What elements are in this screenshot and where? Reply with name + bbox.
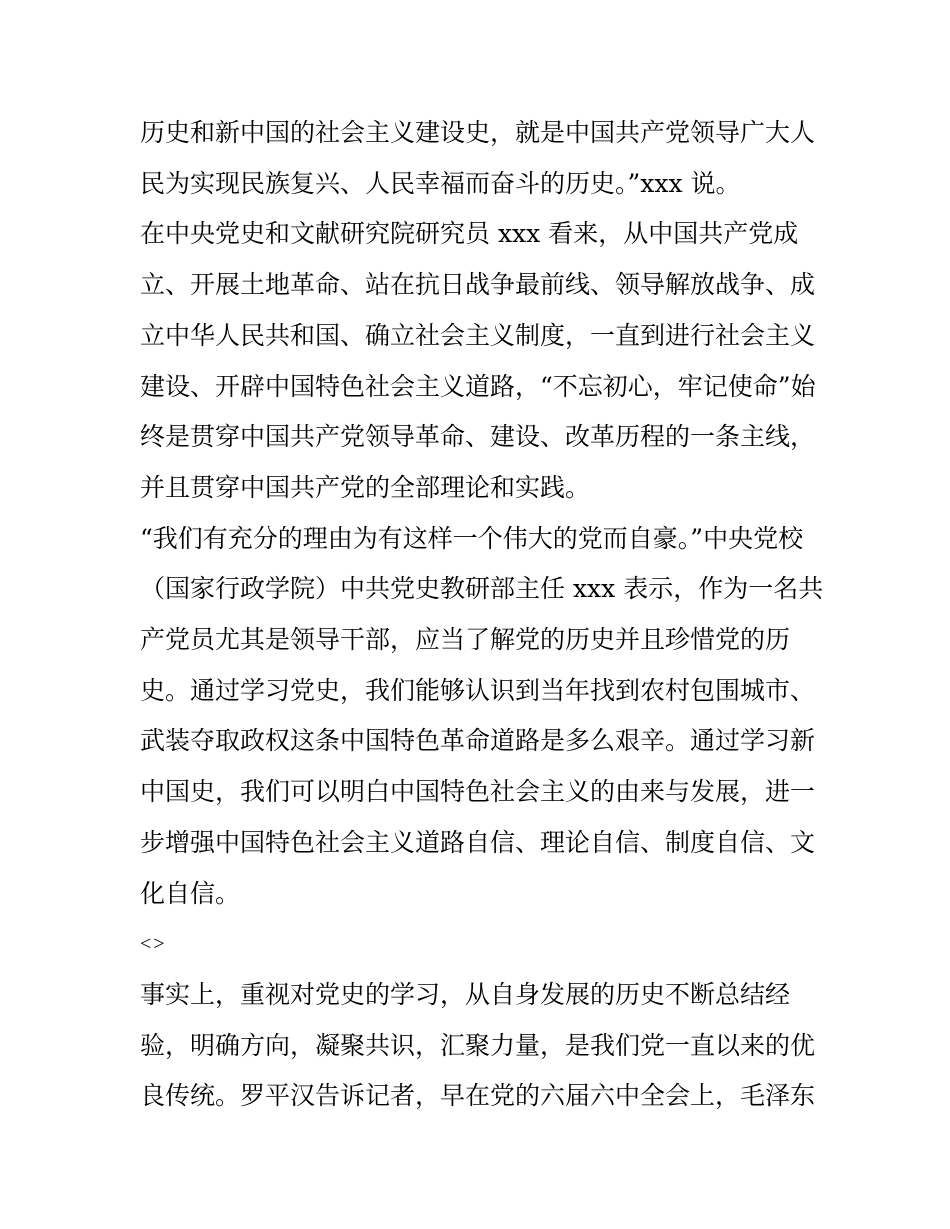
text-line: 产党员尤其是领导干部，应当了解党的历史并且珍惜党的历 — [140, 625, 791, 655]
angle-bracket-marker: <> — [140, 933, 167, 956]
paragraph-marker — [140, 919, 830, 970]
paragraph-4 — [140, 970, 830, 1122]
text-line: 建设、开辟中国特色社会主义道路，“不忘初心，牢记使命”始 — [140, 371, 816, 401]
text-line: 立、开展土地革命、站在抗日战争最前线、领导解放战争、成 — [140, 270, 816, 300]
text-line: 终是贯穿中国共产党领导革命、建设、改革历程的一条主线， — [140, 422, 816, 452]
paragraph-2 — [140, 209, 830, 513]
text-line: 中国史，我们可以明白中国特色社会主义的由来与发展，进一 — [140, 777, 816, 807]
text-line: 事实上，重视对党史的学习，从自身发展的历史不断总结经 — [140, 979, 791, 1009]
text-line: 历史和新中国的社会主义建设史，就是中国共产党领导广大人 — [140, 118, 816, 147]
text-line: 史。通过学习党史，我们能够认识到当年找到农村包围城市、 — [140, 675, 816, 705]
text-line: 良传统。罗平汉告诉记者，早在党的六届六中全会上，毛泽东 — [140, 1081, 816, 1111]
text-line: 步增强中国特色社会主义道路自信、理论自信、制度自信、文 — [140, 827, 816, 857]
text-line: 立中华人民共和国、确立社会主义制度，一直到进行社会主义 — [140, 320, 816, 350]
text-line: 并且贯穿中国共产党的全部理论和实践。 — [140, 472, 591, 502]
text-line: 民为实现民族复兴、人民幸福而奋斗的历史。”xxx 说。 — [140, 168, 741, 198]
text-line: （国家行政学院）中共党史教研部主任 xxx 表示，作为一名共 — [140, 574, 824, 604]
document-body — [140, 108, 830, 1122]
text-line: 武装夺取政权这条中国特色革命道路是多么艰辛。通过学习新 — [140, 726, 816, 756]
text-line: 化自信。 — [140, 878, 241, 908]
text-line: 在中央党史和文献研究院研究员 xxx 看来，从中国共产党成 — [140, 219, 799, 249]
paragraph-3 — [140, 514, 830, 920]
text-line: 验，明确方向，凝聚共识，汇聚力量，是我们党一直以来的优 — [140, 1030, 816, 1060]
paragraph-1 — [140, 108, 830, 209]
text-line: “我们有充分的理由为有这样一个伟大的党而自豪。”中央党校 — [140, 523, 804, 553]
